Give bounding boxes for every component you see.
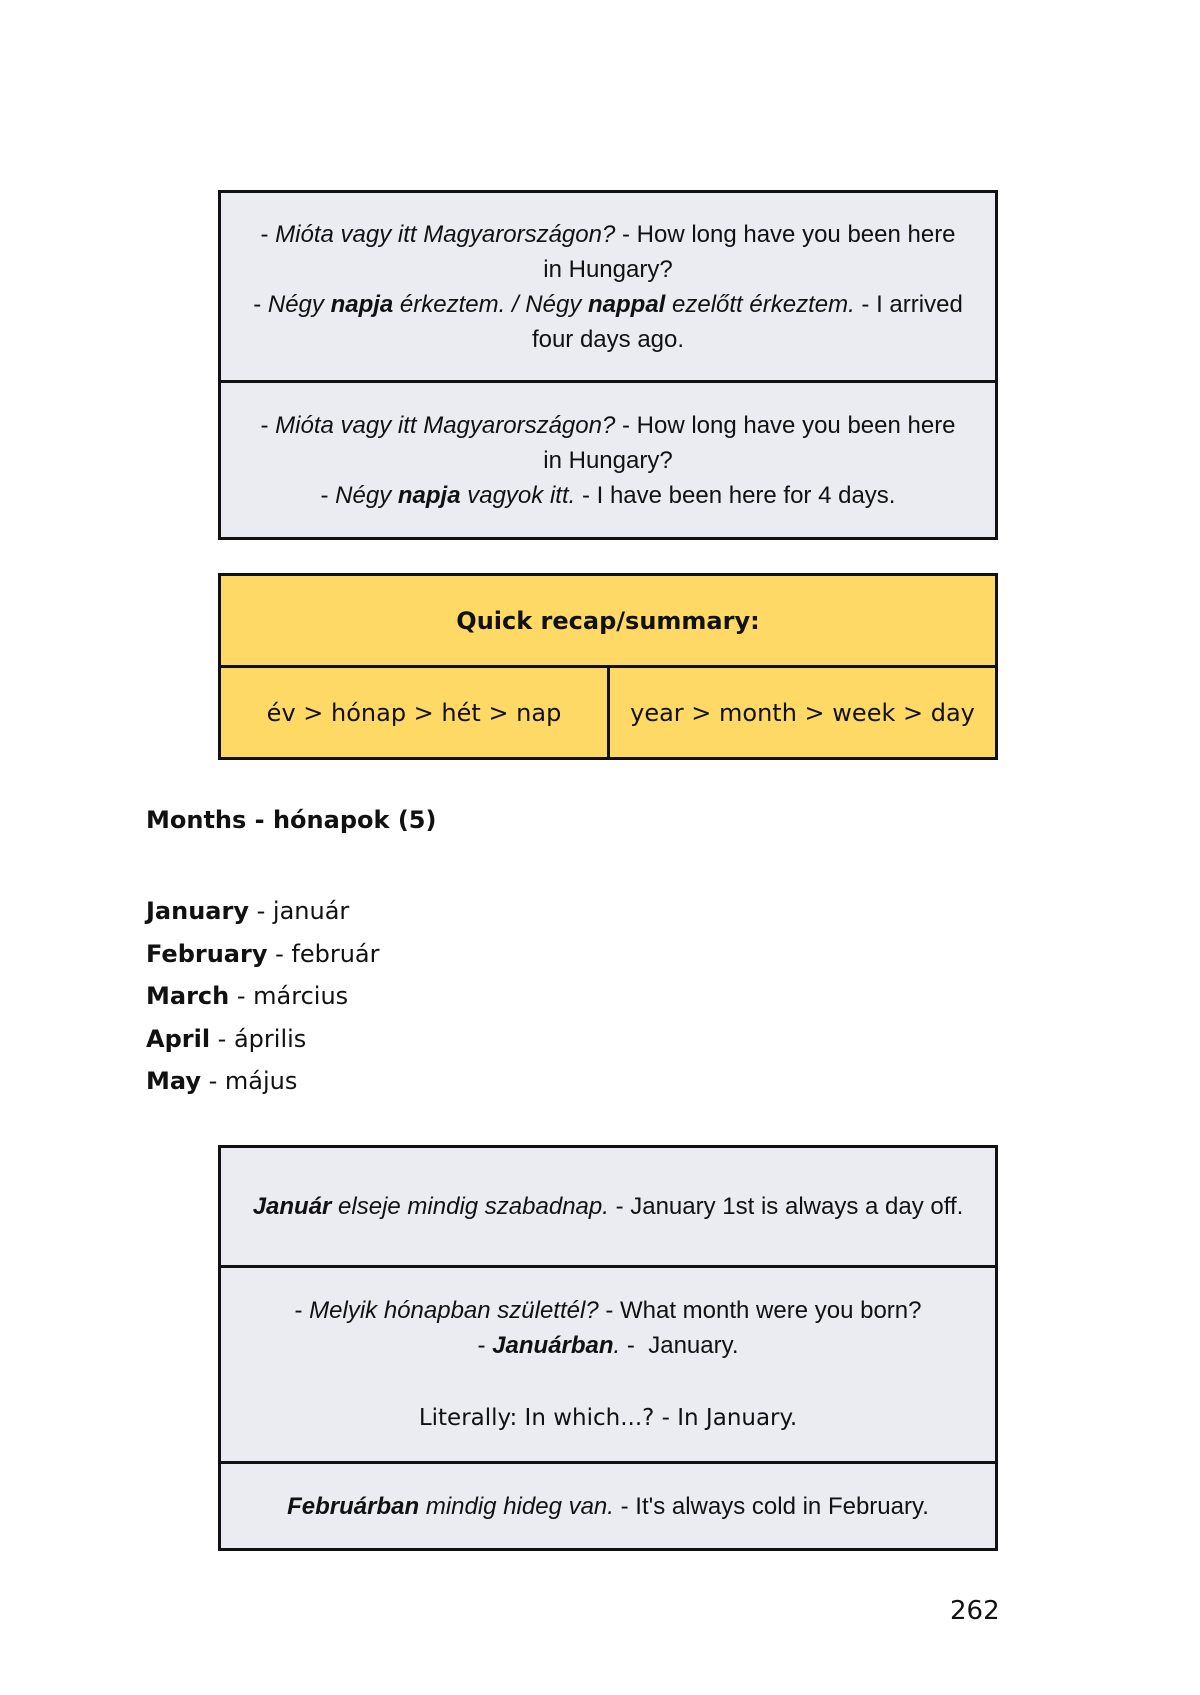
recap-title: Quick recap/summary: [221,576,995,668]
example-row-5: Februárban mindig hideg van. - It's always cold in February. [287,1492,929,1520]
recap-table [218,573,998,760]
answer-line: - Négy napja vagyok itt. - I have been here for 4 days. [320,481,896,509]
answer-line: - Januárban. - January. [477,1332,739,1359]
page-number: 262 [950,1596,1000,1626]
example-row-4 [221,1268,995,1464]
month-item: March - március [146,982,349,1010]
month-list [146,890,380,1103]
month-item: April - április [146,1024,307,1053]
months-heading: Months - hónapok (5) [146,806,437,834]
answer-line: - Négy napja érkeztem. / Négy nappal ezelőtt érkeztem. - I arrived four days ago. [253,290,963,353]
month-item: February - február [146,939,380,968]
month-item: January - január [146,897,350,925]
example-row-3: Január elseje mindig szabadnap. - January 1st is always a day off. [221,1148,995,1268]
question-line: - Mióta vagy itt Magyarországon? - How long have you been here in Hungary? [260,411,956,474]
example-row-2 [221,383,995,537]
recap-english: year > month > week > day [630,698,975,727]
question-line: - Mióta vagy itt Magyarországon? - How long have you been here in Hungary? [260,220,956,283]
example-row-1 [221,193,995,383]
recap-hungarian: év > hónap > hét > nap [221,668,610,757]
month-item: May - május [146,1067,298,1095]
literal-translation: Literally: In which...? - In January. [418,1405,798,1431]
example-box-2 [218,1145,998,1551]
question-line: - Melyik hónapban születtél? - What month were you born? [294,1297,922,1324]
recap-columns [221,668,995,757]
example-box-1 [218,190,998,540]
